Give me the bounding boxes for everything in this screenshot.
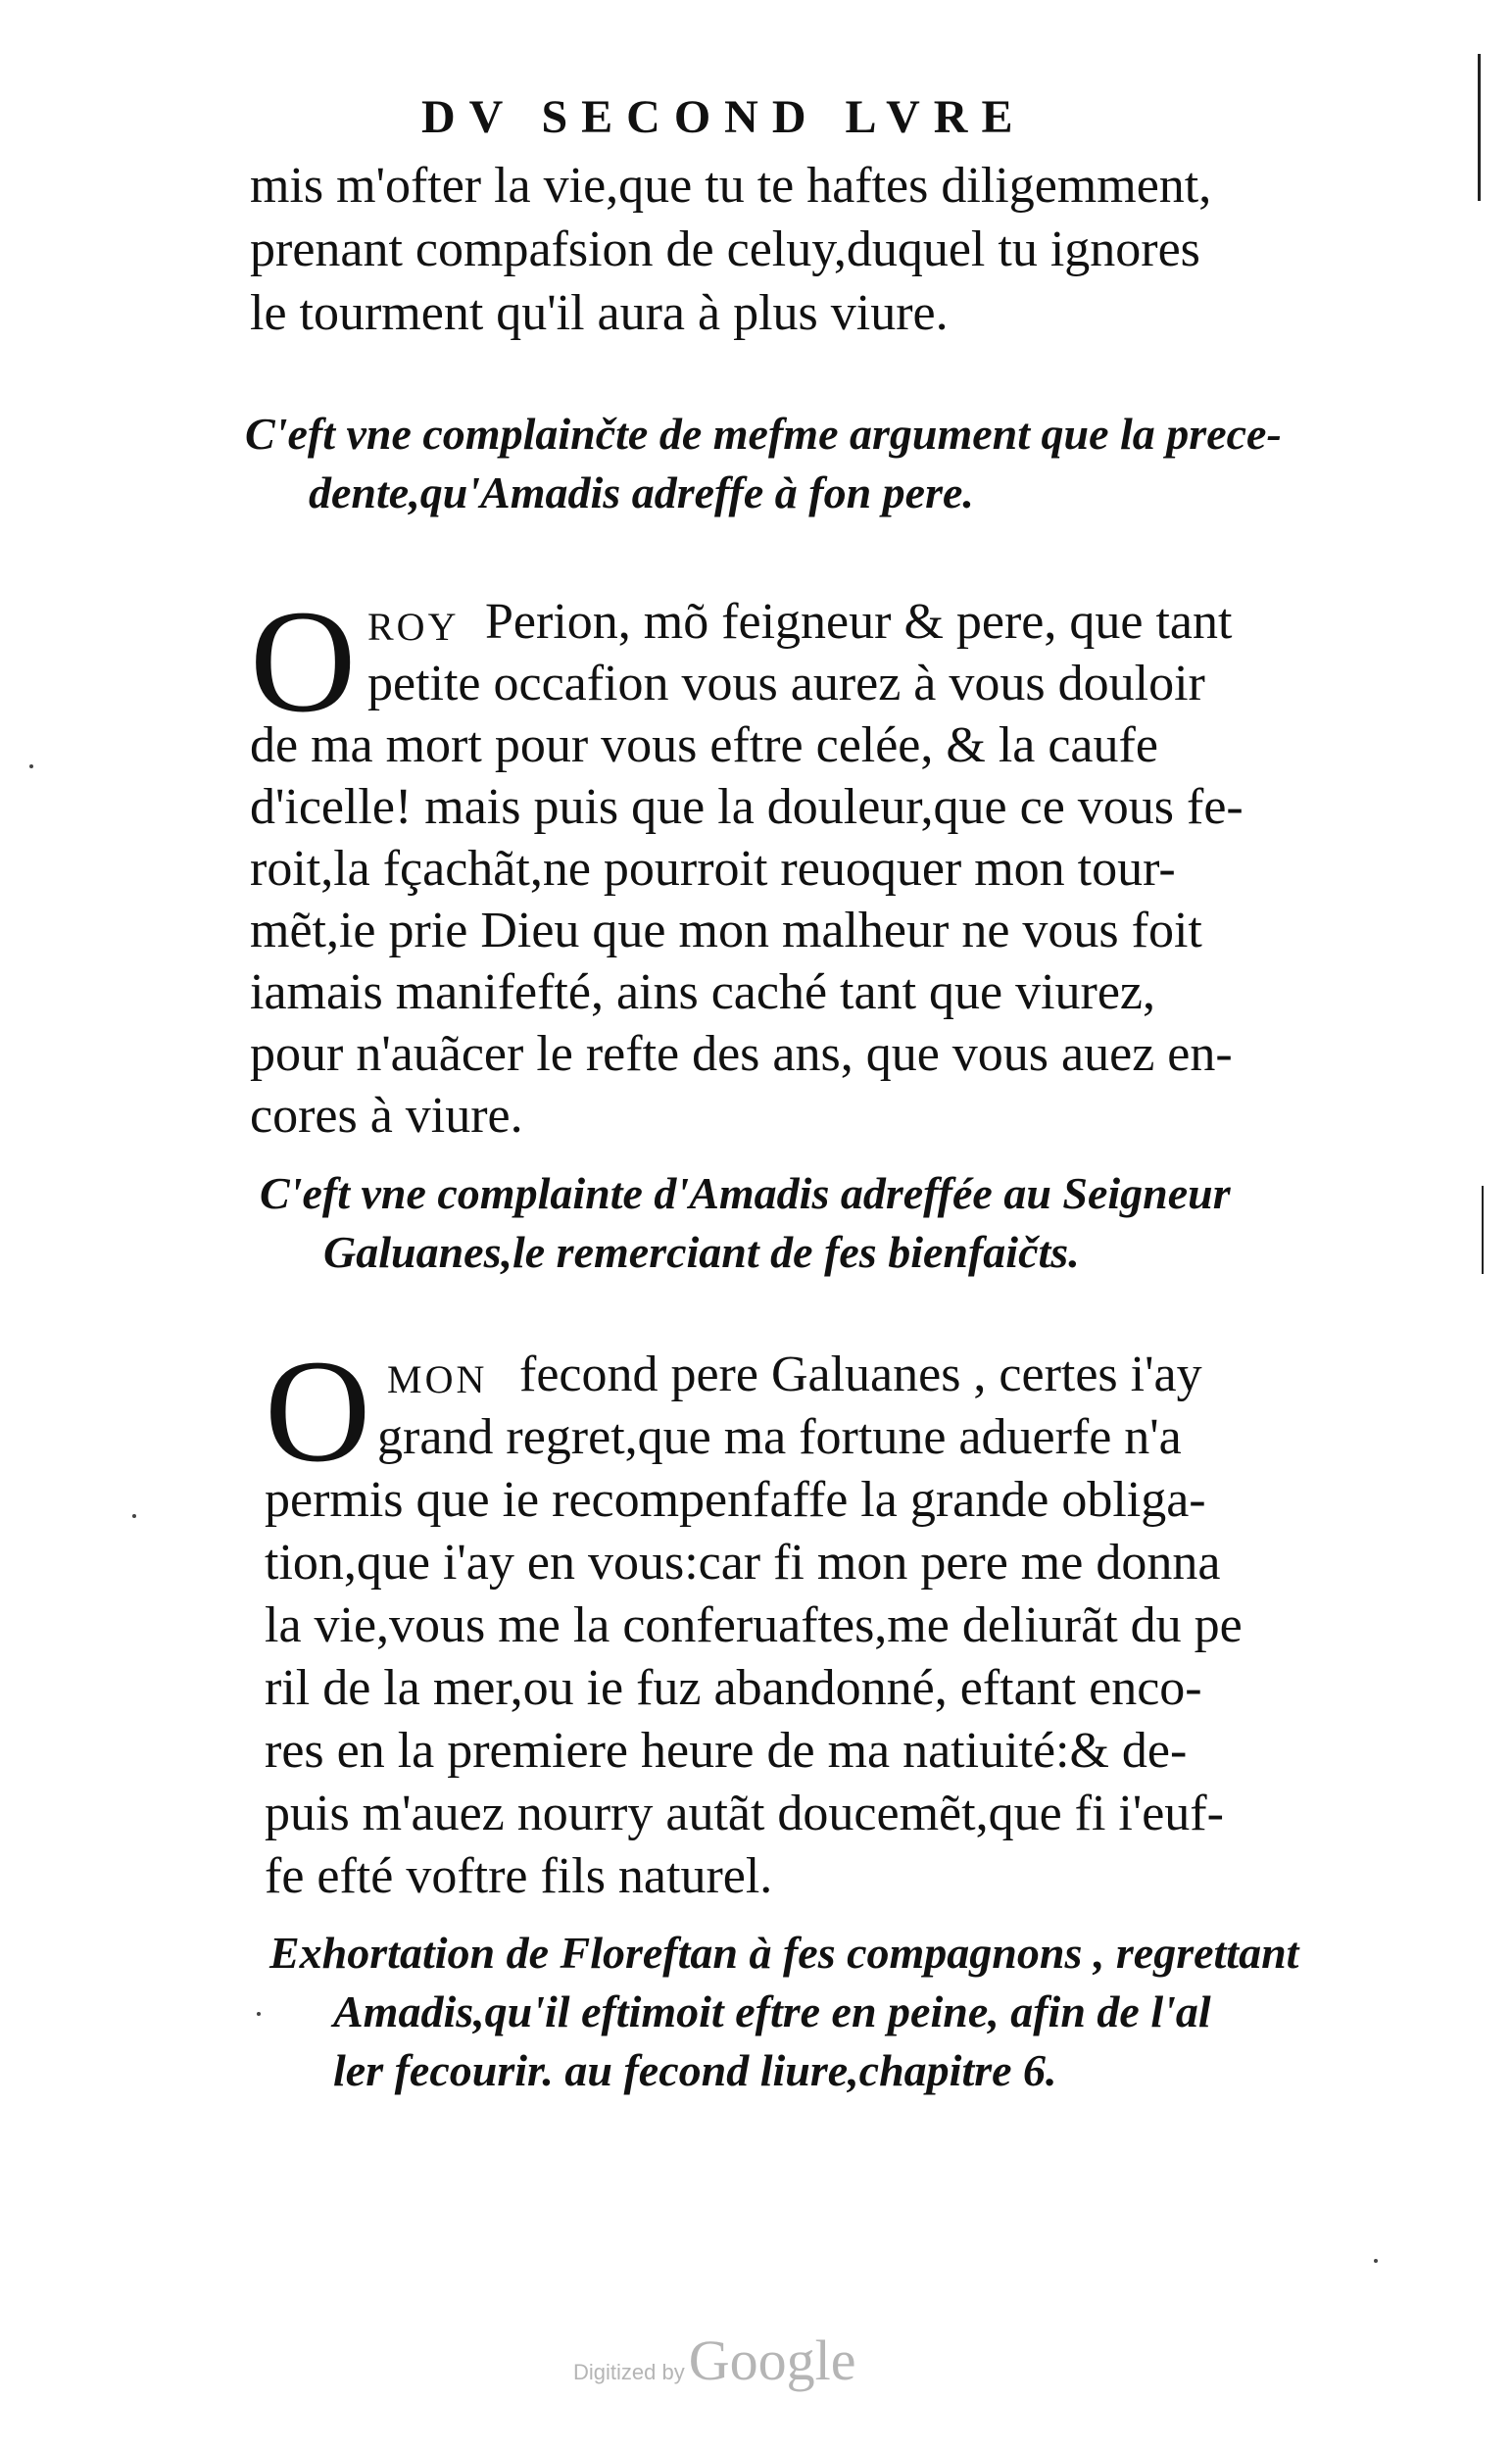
smallcaps-lead: MON	[387, 1357, 488, 1401]
drop-capital: O	[265, 1330, 371, 1493]
ink-speck	[257, 2012, 261, 2016]
section-rubric: dente,qu'Amadis adreffe à fon pere.	[309, 467, 974, 517]
body-line: la vie,vous me la conferuaftes,me deliurãt du pe	[265, 1597, 1243, 1653]
body-line: iamais manifefté, ains caché tant que viurez,	[250, 964, 1156, 1020]
right-margin-rule	[1478, 54, 1481, 201]
drop-capital: O	[250, 580, 357, 743]
body-line: tion,que i'ay en vous:car fi mon pere me donna	[265, 1535, 1221, 1591]
body-line: mẽt,ie prie Dieu que mon malheur ne vous foit	[250, 903, 1202, 958]
body-line: permis que ie recompenfaffe la grande obliga-	[265, 1472, 1206, 1528]
body-line: grand regret,que ma fortune aduerfe n'a	[377, 1409, 1182, 1465]
running-head: DV SECOND LVRE	[421, 91, 1027, 143]
section-rubric: C'eft vne complainte d'Amadis adreffée au Seigneur	[260, 1168, 1231, 1218]
body-line: ril de la mer,ou ie fuz abandonné, eftant enco-	[265, 1660, 1202, 1716]
right-margin-rule-lower	[1482, 1186, 1484, 1274]
google-logo: Google	[688, 2328, 856, 2392]
body-line: fecond pere Galuanes , certes i'ay	[519, 1347, 1202, 1402]
body-line: cores à viure.	[250, 1088, 523, 1144]
body-line: pour n'auãcer le refte des ans, que vous auez en-	[250, 1026, 1233, 1082]
section-rubric: ler fecourir. au fecond liure,chapitre 6.	[333, 2045, 1057, 2095]
body-line: puis m'auez nourry autãt doucemẽt,que fi i'euf-	[265, 1786, 1224, 1841]
section-rubric: Amadis,qu'il eftimoit eftre en peine, afin de l'al	[333, 1986, 1211, 2036]
body-line: mis m'ofter la vie,que tu te haftes diligemment,	[250, 158, 1212, 214]
body-line: de ma mort pour vous eftre celée, & la caufe	[250, 717, 1158, 773]
body-line: fe efté voftre fils naturel.	[265, 1848, 773, 1904]
body-line: petite occafion vous aurez à vous douloir	[367, 656, 1205, 711]
section-rubric: C'eft vne complainčte de mefme argument que la prece-	[245, 409, 1282, 459]
body-line: Perion, mõ feigneur & pere, que tant	[485, 594, 1233, 650]
ink-speck	[132, 1514, 136, 1518]
ink-speck	[1374, 2259, 1378, 2263]
body-line: res en la premiere heure de ma natiuité:& de-	[265, 1723, 1188, 1779]
watermark-prefix: Digitized by	[573, 2360, 685, 2384]
digitization-watermark	[573, 2328, 855, 2393]
smallcaps-lead: ROY	[367, 605, 460, 649]
section-rubric: Exhortation de Floreftan à fes compagnons , regrettant	[269, 1928, 1299, 1978]
body-line: d'icelle! mais puis que la douleur,que ce vous fe-	[250, 779, 1244, 835]
section-rubric: Galuanes,le remerciant de fes bienfaičts.	[323, 1227, 1080, 1277]
body-line: prenant compafsion de celuy,duquel tu ignores	[250, 221, 1200, 277]
body-line: le tourment qu'il aura à plus viure.	[250, 285, 949, 341]
ink-speck	[29, 764, 33, 768]
body-line: roit,la fçachãt,ne pourroit reuoquer mon tour-	[250, 841, 1176, 897]
